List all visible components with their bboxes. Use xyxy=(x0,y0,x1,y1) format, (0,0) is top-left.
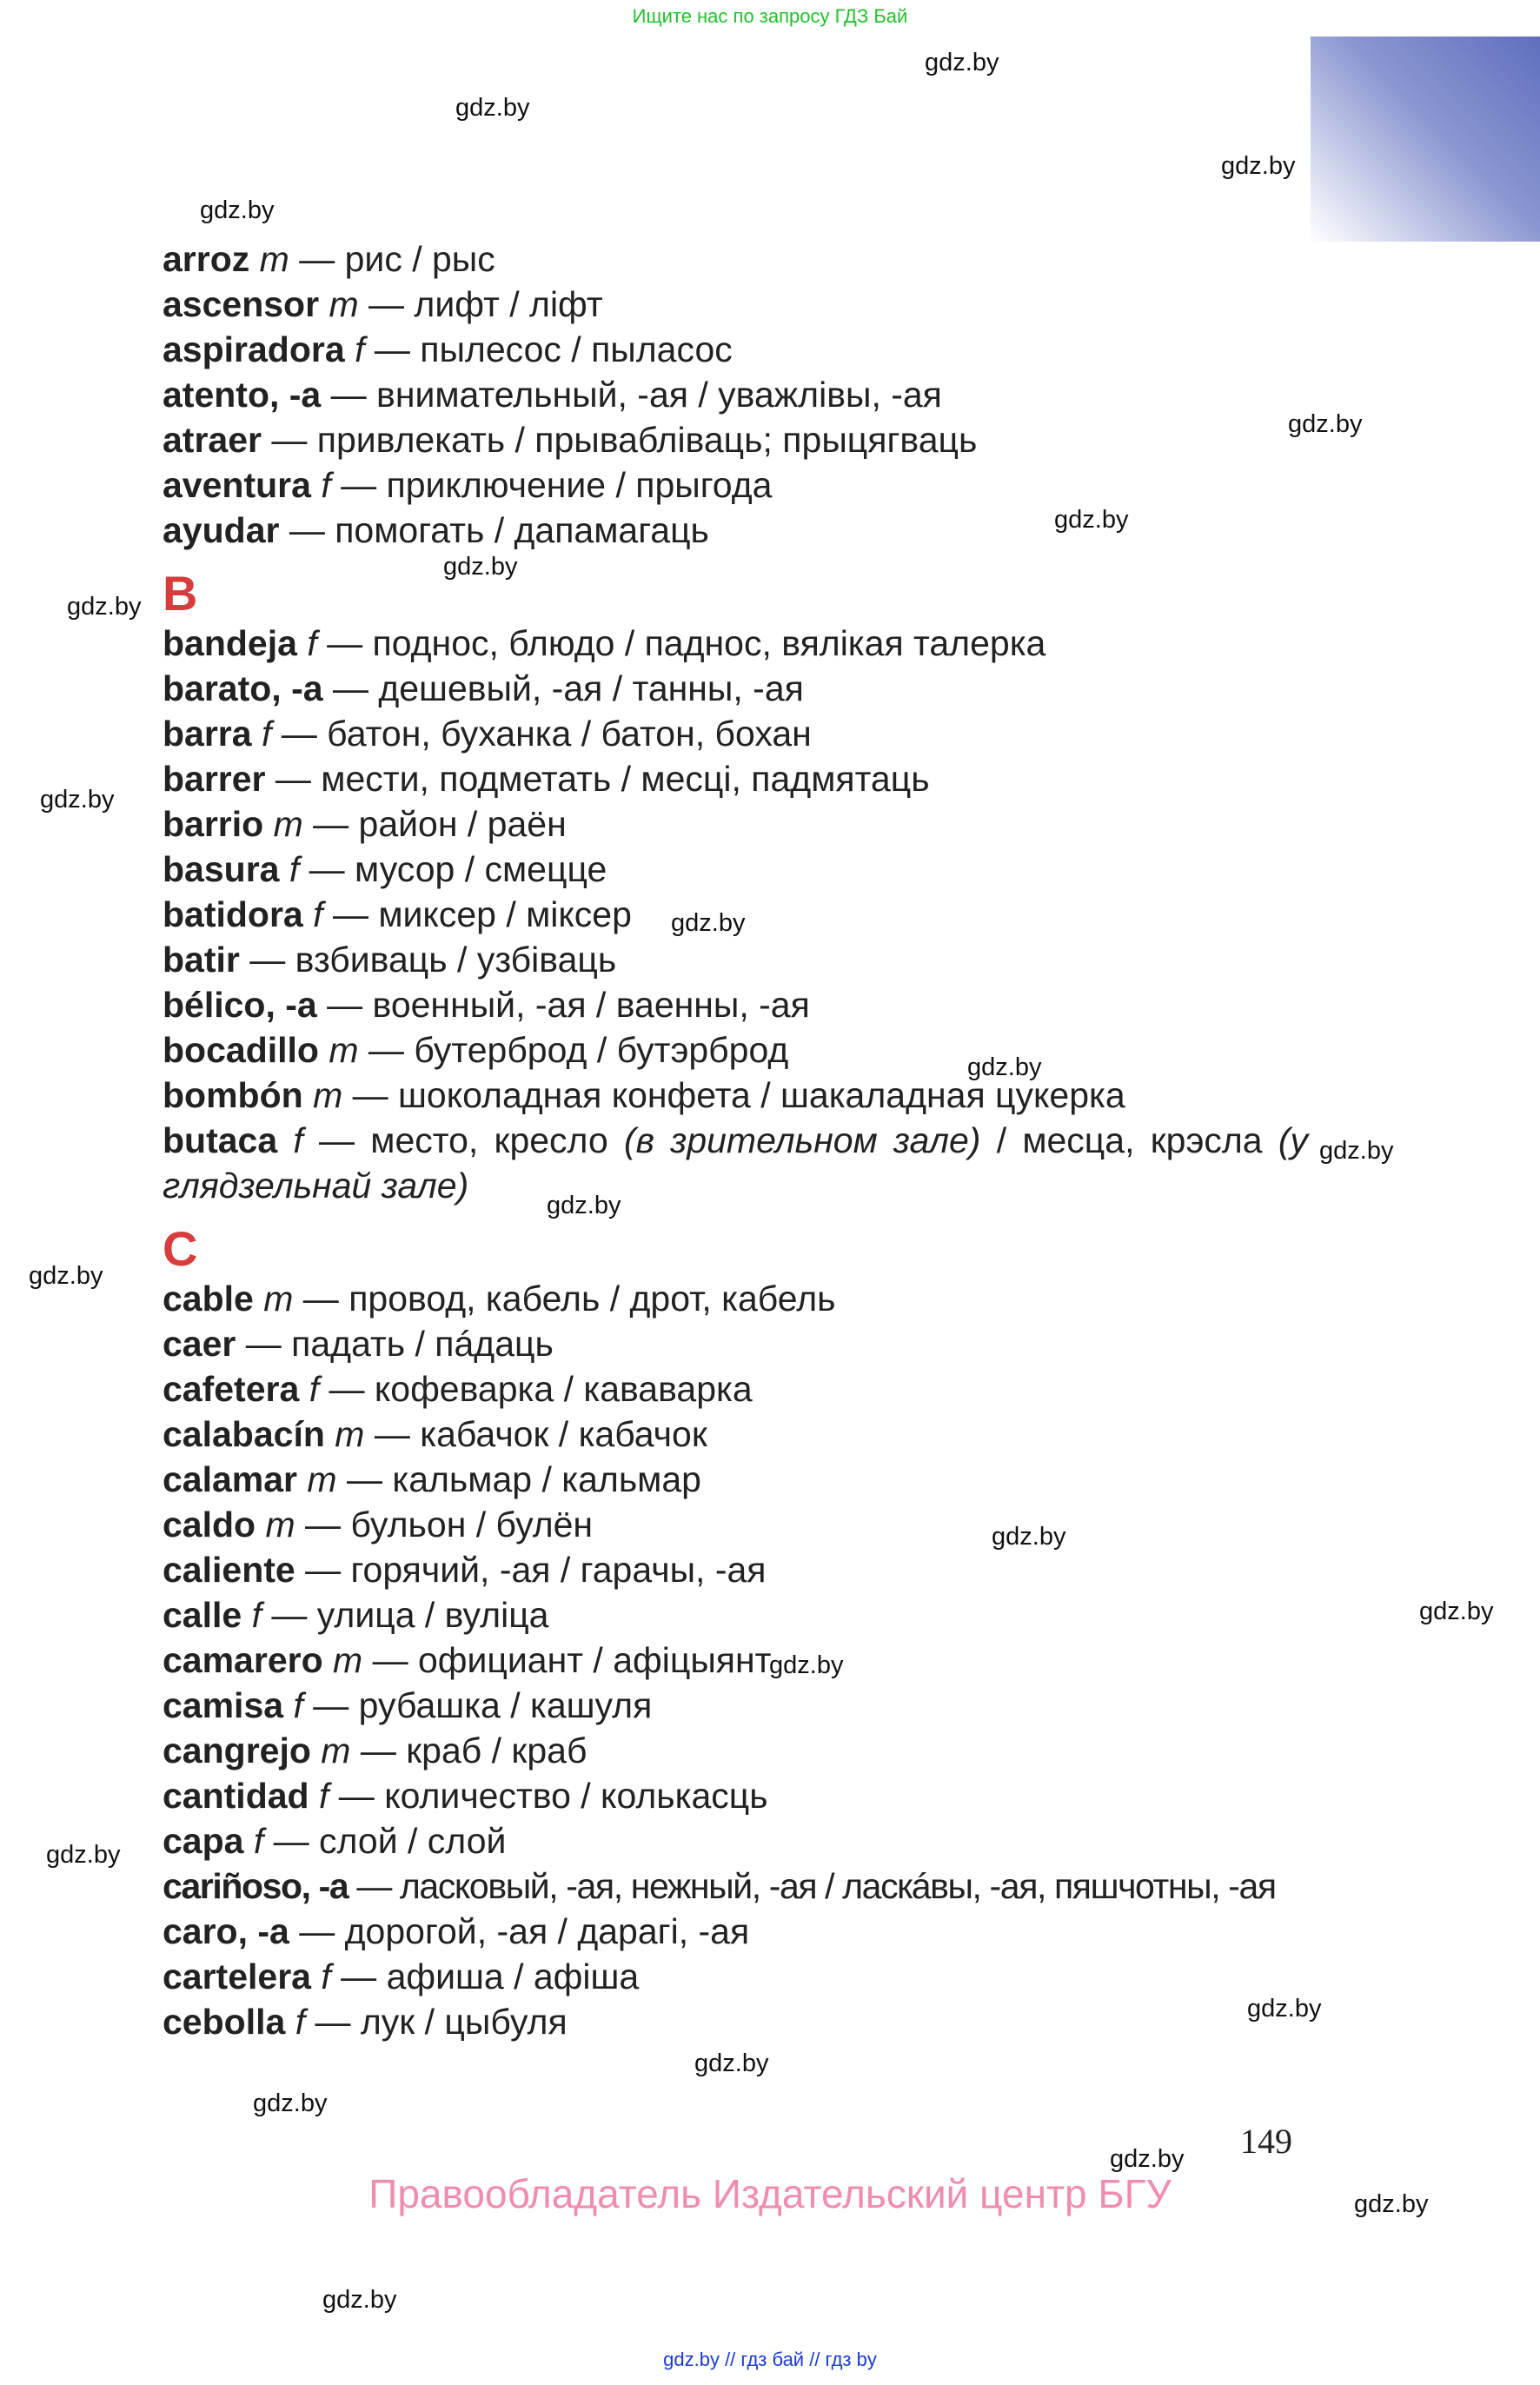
dictionary-entry: camisa f — рубашка / кашуля xyxy=(163,1685,653,1725)
dictionary-entry: caliente — горячий, -ая / гарачы, -ая xyxy=(163,1550,767,1590)
dictionary-entry: cafetera f — кофеварка / кававарка xyxy=(163,1369,753,1409)
dictionary-section xyxy=(163,567,1310,1208)
watermark: gdz.by xyxy=(547,1192,621,1219)
dictionary-entry: camarero m — официант / афіцыянт xyxy=(163,1640,772,1680)
watermark: gdz.by xyxy=(200,196,275,224)
watermark: gdz.by xyxy=(992,1523,1066,1551)
dictionary-entry: calle f — улица / вуліца xyxy=(163,1595,549,1635)
dictionary-entry: caro, -a — дорогой, -ая / дарагі, -ая xyxy=(163,1911,750,1951)
dictionary-entry: barrer — мести, подметать / месці, падмятаць xyxy=(163,759,930,799)
watermark: gdz.by xyxy=(67,593,142,621)
dictionary-entry: cartelera f — афиша / афіша xyxy=(163,1956,640,1996)
dictionary-entry: cantidad f — количество / колькасць xyxy=(163,1776,768,1816)
watermark: gdz.by xyxy=(925,49,999,76)
watermark: gdz.by xyxy=(322,2286,397,2314)
dictionary-entry: bélico, -a — военный, -ая / ваенны, -ая xyxy=(163,985,810,1025)
dictionary-entry: capa f — слой / слой xyxy=(163,1821,507,1861)
dictionary-entry: butaca f — место, кресло (в зрительном зале) / месца, крэсла (у глядзельнай зале) xyxy=(163,1120,1308,1206)
watermark: gdz.by xyxy=(29,1262,103,1290)
bottom-links[interactable]: gdz.by // гдз бай // гдз by xyxy=(663,2348,877,2370)
watermark: gdz.by xyxy=(253,2089,328,2117)
watermark: gdz.by xyxy=(1221,152,1296,180)
top-note: Ищите нас по запросу ГДЗ Бай xyxy=(632,5,908,27)
dictionary-entry: batir — взбиваць / узбіваць xyxy=(163,940,617,980)
page-number: 149 xyxy=(1240,2122,1292,2161)
dictionary-entry: atento, -a — внимательный, -ая / уважлівы, -ая xyxy=(163,375,942,415)
section-letter: C xyxy=(163,1221,198,1276)
dictionary-entry: barrio m — район / раён xyxy=(163,804,567,844)
watermark: gdz.by xyxy=(1319,1137,1394,1165)
dictionary-entry: ayudar — помогать / дапамагаць xyxy=(163,510,709,550)
dictionary-entry: barato, -a — дешевый, -ая / танны, -ая xyxy=(163,668,804,708)
section-letter: B xyxy=(163,566,198,621)
watermark: gdz.by xyxy=(443,553,518,581)
watermark: gdz.by xyxy=(1419,1598,1494,1625)
dictionary-entry: barra f — батон, буханка / батон, бохан xyxy=(163,714,812,754)
dictionary-entry: bombón m — шоколадная конфета / шакаладная цукерка xyxy=(163,1075,1125,1115)
dictionary-entry: caldo m — бульон / булён xyxy=(163,1505,594,1545)
dictionary-entry: cangrejo m — краб / краб xyxy=(163,1731,587,1770)
dictionary-entry: batidora f — миксер / міксер xyxy=(163,894,632,934)
dictionary-section xyxy=(163,1222,1310,2044)
dictionary-entry: calamar m — кальмар / кальмар xyxy=(163,1459,701,1499)
watermark: gdz.by xyxy=(671,909,746,937)
dictionary-entry: basura f — мусор / смецце xyxy=(163,849,607,889)
watermark: gdz.by xyxy=(46,1841,121,1869)
watermark: gdz.by xyxy=(694,2050,769,2077)
dictionary-entry: cebolla f — лук / цыбуля xyxy=(163,2002,568,2042)
corner-decoration xyxy=(1311,37,1540,242)
dictionary-entry: bocadillo m — бутерброд / бутэрброд xyxy=(163,1030,789,1070)
dictionary-entry: cable m — провод, кабель / дрот, кабель xyxy=(163,1279,836,1319)
dictionary-entry: arroz m — рис / рыс xyxy=(163,239,495,279)
dictionary-entry: cariñoso, -a — ласковый, -ая, нежный, -ая / ласкáвы, -ая, пяшчотны, -ая xyxy=(163,1866,1276,1906)
watermark: gdz.by xyxy=(40,786,115,814)
watermark: gdz.by xyxy=(1110,2145,1185,2173)
watermark: gdz.by xyxy=(769,1651,844,1679)
dictionary-entry: caer — падать / пáдаць xyxy=(163,1324,554,1364)
dictionary-entry: bandeja f — поднос, блюдо / паднос, вялікая талерка xyxy=(163,623,1046,663)
watermark: gdz.by xyxy=(967,1053,1042,1081)
dictionary-entry: ascensor m — лифт / ліфт xyxy=(163,284,603,324)
dictionary-entry: aspiradora f — пылесос / пыласос xyxy=(163,329,733,369)
watermark: gdz.by xyxy=(1054,506,1129,534)
dictionary-section xyxy=(163,236,1310,553)
watermark: gdz.by xyxy=(455,94,530,122)
dictionary-entry: aventura f — приключение / прыгода xyxy=(163,465,773,505)
watermark: gdz.by xyxy=(1288,410,1363,438)
dictionary-entry: calabacín m — кабачок / кабачок xyxy=(163,1414,707,1454)
watermark: gdz.by xyxy=(1247,1995,1322,2023)
dictionary-entries xyxy=(163,236,1310,2044)
copyright-notice: Правообладатель Издательский центр БГУ xyxy=(368,2171,1172,2216)
watermark: gdz.by xyxy=(1354,2190,1429,2218)
dictionary-entry: atraer — привлекать / прывабліваць; прыцягваць xyxy=(163,420,978,460)
